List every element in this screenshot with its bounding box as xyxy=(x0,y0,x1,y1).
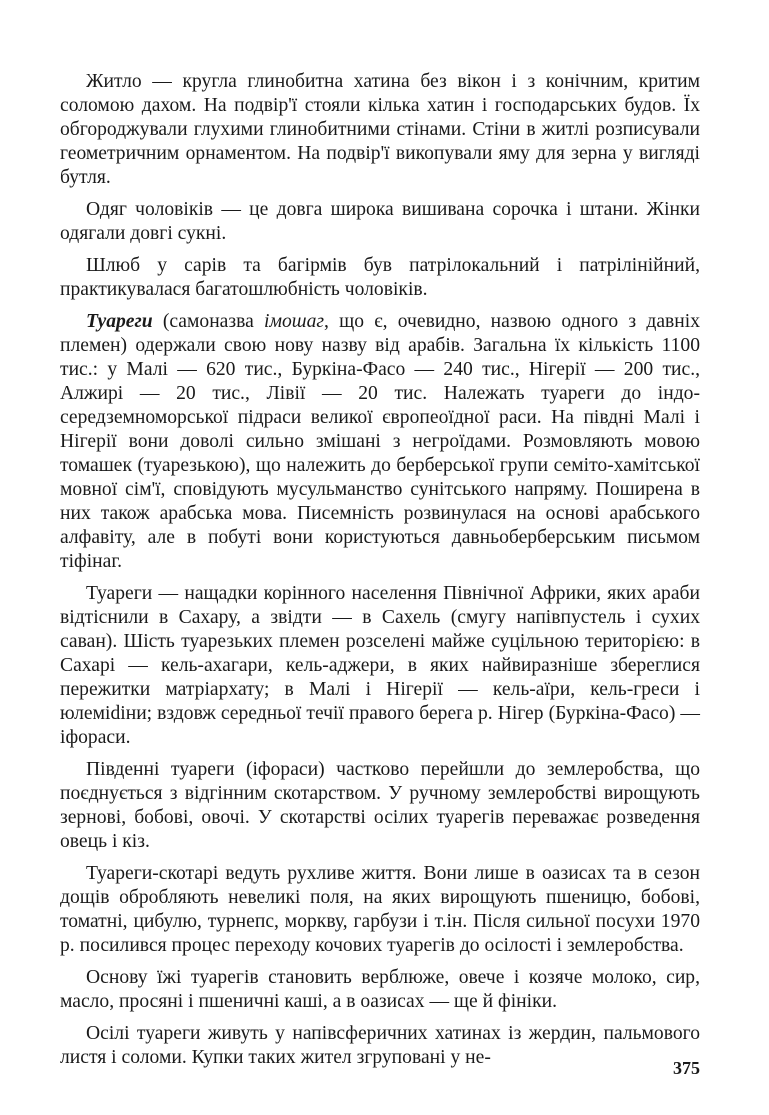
paragraph-pastoralists: Туареги-скотарі ведуть рухливе життя. Вони лише в оазисах та в сезон дощів обробляють невеликі поля, на яких вирощують пшеницю, бобові, томатні, цибулю, турнепс, моркву, гарбузи і т.ін. Після сильної посухи 1970 р. посилився процес переходу кочових туарегів до осілості і землеробства. xyxy=(60,863,700,956)
tuareg-intro-text-1: (самоназва xyxy=(152,311,265,332)
page-body xyxy=(60,70,700,1078)
paragraph-tuareg-origin: Туареги — нащадки корінного населення Північної Африки, яких араби відтіснили в Сахару, а звідти — в Сахель (смугу напівпустель і сухих саван). Шість туарезьких племен розселені майже суцільною територією: в Сахарі — кель-ахагари, кель-аджери, в яких найвиразніше збереглися пережитки матріархату; в Малі і Нігерії — кель-аїри, кель-греси і юлеміdiни; вздовж середньої течії правого берега р. Нігер (Буркіна-Фасо) — іфораси. xyxy=(60,583,700,748)
paragraph-southern-tuareg: Південні туареги (іфораси) частково перейшли до землеробства, що поєднується з відгінним скотарством. У ручному землеробстві вирощують зернові, бобові, овочі. У скотарстві осілих туарегів переважає розведення овець і кіз. xyxy=(60,759,700,852)
term-tuareg: Туареги xyxy=(86,311,153,332)
paragraph-tuareg-intro xyxy=(60,310,700,574)
tuareg-selfname: імошаг xyxy=(264,311,325,332)
paragraph-clothing: Одяг чоловіків — це довга широка вишивана сорочка і штани. Жінки одягали довгі сукні. xyxy=(60,199,700,244)
paragraph-settled-dwellings: Осілі туареги живуть у напівсферичних хатинах із жердин, пальмового листя і соломи. Купки таких жител згруповані у не- xyxy=(60,1023,700,1068)
paragraph-marriage: Шлюб у сарів та багірмів був патрілокальний і патрілінійний, практикувалася багатошлюбність чоловіків. xyxy=(60,255,700,300)
tuareg-intro-text-2: , що є, очевидно, назвою одного з давніх племен) одержали свою нову назву від арабів. Загальна їх кількість 1100 тис.: у Малі — 620 тис., Буркіна-Фасо — 240 тис., Нігерії — 200 тис., Алжирі — 20 тис., Лівії — 20 тис. Належать туареги до індо-середземноморської підраси великої європеоїдної раси. На півдні Малі і Нігерії вони доволі сильно змішані з негроїдами. Розмовляють мовою томашек (туарезькою), що належить до берберської групи семіто-хамітської мовної сім'ї, сповідують мусульманство сунітського напряму. Поширена в них також арабська мова. Писемність розвинулася на основі арабського алфавіту, але в побуті вони користуються давньоберберським письмом тіфінаг. xyxy=(60,311,701,572)
page-number: 375 xyxy=(673,1058,700,1078)
paragraph-dwelling: Житло — кругла глинобитна хатина без вікон і з конічним, критим соломою дахом. На подвір'ї стояли кілька хатин і господарських будов. Їх обгороджували глухими глинобитними стінами. Стіни в житлі розписували геометричним орнаментом. На подвір'ї викопували яму для зерна у вигляді бутля. xyxy=(60,71,700,188)
paragraph-food: Основу їжі туарегів становить верблюже, овече і козяче молоко, сир, масло, просяні і пшеничні каші, а в оазисах — ще й фініки. xyxy=(60,967,700,1012)
